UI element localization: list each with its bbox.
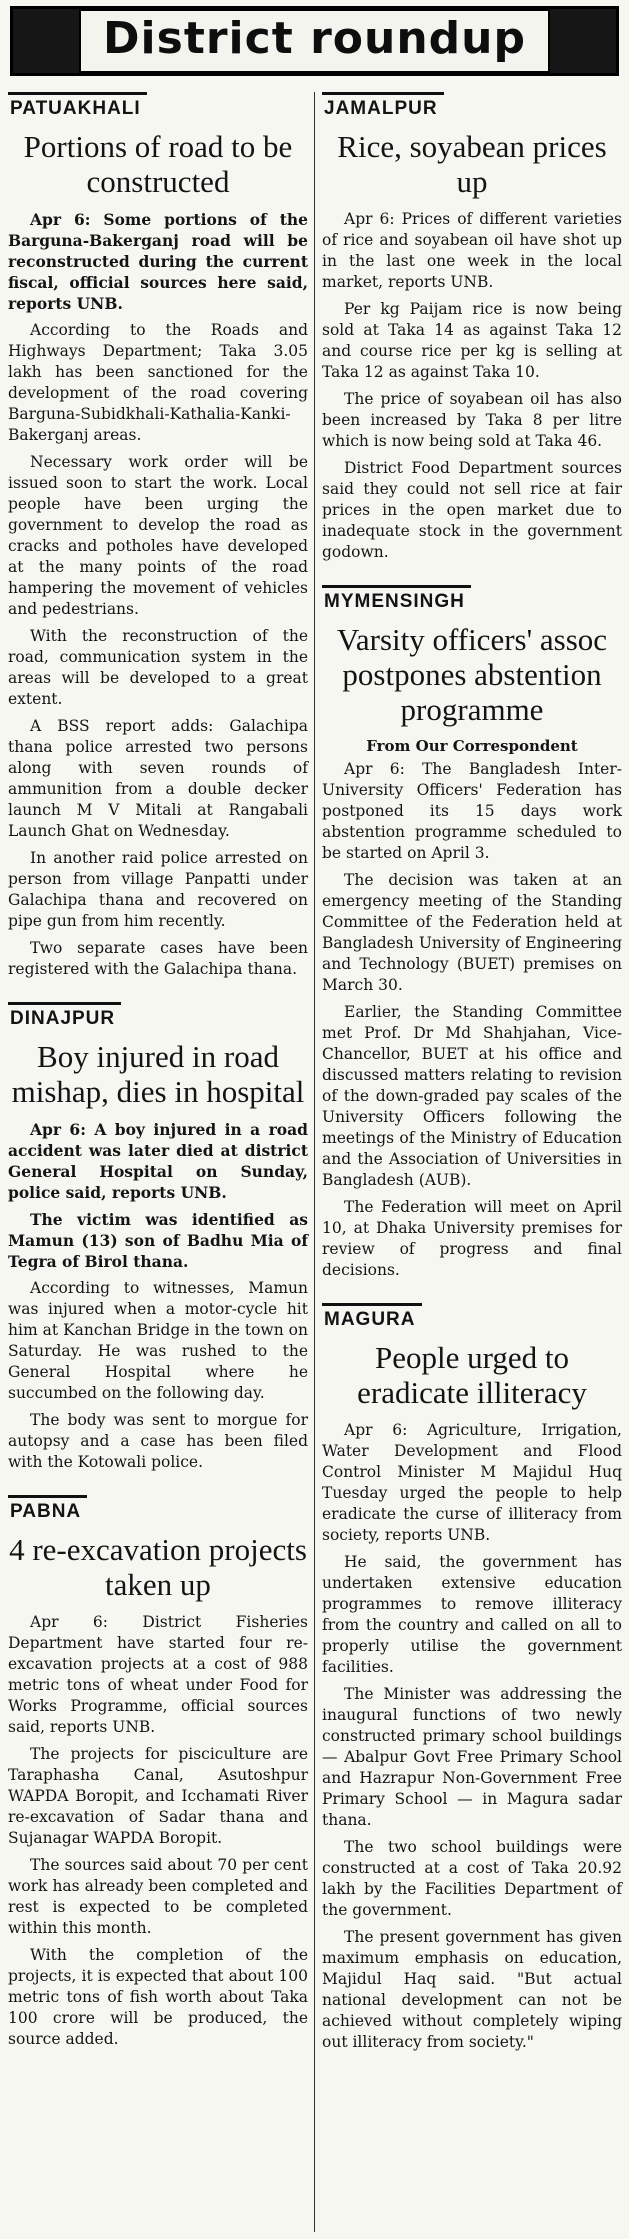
article-paragraph: The body was sent to morgue for autopsy and a case has been filed with the Kotowali police. [8, 1411, 308, 1471]
article-dateline: DINAJPUR [8, 1002, 121, 1033]
article-paragraph: Per kg Paijam rice is now being sold at Taka 14 as against Taka 12 and course rice per kg is selling at Taka 12 as against Taka 10. [322, 300, 622, 381]
column-divider [314, 92, 315, 2232]
article-paragraph: With the reconstruction of the road, communication system in the areas will be developed to a great extent. [8, 627, 308, 708]
article-paragraph: With the completion of the projects, it is expected that about 100 metric tons of fish worth about Taka 100 crore will be produced, the source added. [8, 1946, 308, 2048]
article-paragraph: The victim was identified as Mamun (13) son of Badhu Mia of Tegra of Birol thana. [8, 1210, 308, 1271]
article-dateline: PATUAKHALI [8, 92, 147, 123]
article-dateline: PABNA [8, 1495, 87, 1526]
section-title: District roundup [79, 9, 550, 73]
article-paragraph: The sources said about 70 per cent work has already been completed and rest is expected to be completed within this month. [8, 1856, 308, 1937]
article-paragraph: Apr 6: Agriculture, Irrigation, Water Development and Flood Control Minister M Majidul Huq Tuesday urged the people to help eradicate the curse of illiteracy from society, reports UNB. [322, 1421, 622, 1544]
article-headline: 4 re-excavation projects taken up [9, 1532, 307, 1602]
article-paragraph: In another raid police arrested on person from village Panpatti under Galachipa thana and recovered on pipe gun from him recently. [8, 849, 308, 930]
article-paragraph: The projects for pisciculture are Taraphasha Canal, Asutoshpur WAPDA Boropit, and Icchamati River re-excavation of Sadar thana and Sujanagar WAPDA Boropit. [8, 1745, 308, 1847]
article-paragraph: He said, the government has undertaken extensive education programmes to remove illiteracy from the country and called on all to properly utilise the government facilities. [322, 1553, 622, 1676]
article-magura [322, 1303, 622, 2053]
article-byline: From Our Correspondent [366, 737, 578, 755]
section-banner [10, 6, 619, 76]
article-paragraph: Apr 6: A boy injured in a road accident was later died at district General Hospital on Sunday, police said, reports UNB. [8, 1120, 308, 1202]
article-dinajpur [8, 1002, 308, 1473]
article-paragraph: A BSS report adds: Galachipa thana police arrested two persons along with seven rounds of ammunition from a double decker launch M V Mitali at Rangabali Launch Ghat on Wednesday. [8, 717, 308, 840]
article-dateline: MYMENSINGH [322, 585, 471, 616]
article-paragraph: Apr 6: The Bangladesh Inter-University Officers' Federation has postponed its 15 days work abstention programme scheduled to be started on April 3. [322, 760, 622, 862]
right-column [322, 92, 622, 2075]
article-headline: Varsity officers' assoc postpones abstention programme [336, 622, 608, 727]
article-paragraph: Apr 6: Prices of different varieties of rice and soyabean oil have shot up in the last one week in the local market, reports UNB. [322, 210, 622, 291]
article-paragraph: The price of soyabean oil has also been increased by Taka 8 per litre which is now being sold at Taka 46. [322, 390, 622, 450]
article-paragraph: District Food Department sources said they could not sell rice at fair prices in the open market due to inadequate stock in the government godown. [322, 459, 622, 561]
article-paragraph: Two separate cases have been registered with the Galachipa thana. [8, 939, 308, 978]
left-column [8, 92, 308, 2072]
article-dateline: MAGURA [322, 1303, 422, 1334]
article-paragraph: The decision was taken at an emergency meeting of the Standing Committee of the Federation held at Bangladesh University of Engineering and Technology (BUET) premises on March 30. [322, 871, 622, 994]
article-paragraph: Earlier, the Standing Committee met Prof. Dr Md Shahjahan, Vice-Chancellor, BUET at his office and discussed matters relating to revision of the down-graded pay scales of the University Officers following the meetings of the Ministry of Education and the Association of Universities in Bangladesh (AUB). [322, 1003, 622, 1189]
article-paragraph: The Minister was addressing the inaugural functions of two newly constructed primary school buildings — Abalpur Govt Free Primary School and Hazrapur Non-Government Free Primary School — in Magura sadar thana. [322, 1685, 622, 1829]
article-paragraph: The two school buildings were constructed at a cost of Taka 20.92 lakh by the Facilities Department of the government. [322, 1838, 622, 1919]
article-paragraph: Apr 6: District Fisheries Department have started four re-excavation projects at a cost of 988 metric tons of wheat under Food for Works Programme, official sources said, reports UNB. [8, 1613, 308, 1736]
article-pabna [8, 1495, 308, 2050]
article-paragraph: According to the Roads and Highways Department; Taka 3.05 lakh has been sanctioned for the development of the road covering Barguna-Subidkhali-Kathalia-Kanki-Bakerganj areas. [8, 321, 308, 444]
article-dateline: JAMALPUR [322, 92, 444, 123]
article-jamalpur [322, 92, 622, 563]
article-headline: Boy injured in road mishap, dies in hospital [11, 1039, 305, 1109]
article-patuakhali [8, 92, 308, 980]
article-paragraph: Necessary work order will be issued soon to start the work. Local people have been urging the government to develop the road as cracks and potholes have developed at the many points of the road hampering the movement of vehicles and pedestrians. [8, 453, 308, 618]
article-paragraph: According to witnesses, Mamun was injured when a motor-cycle hit him at Kanchan Bridge in the town on Saturday. He was rushed to the General Hospital where he succumbed on the following day. [8, 1279, 308, 1402]
article-headline: Rice, soyabean prices up [337, 129, 607, 199]
article-headline: People urged to eradicate illiteracy [357, 1340, 587, 1410]
article-paragraph: Apr 6: Some portions of the Barguna-Bakerganj road will be reconstructed during the current fiscal, official sources here said, reports UNB. [8, 210, 308, 313]
article-headline: Portions of road to be constructed [23, 129, 293, 199]
article-paragraph: The Federation will meet on April 10, at Dhaka University premises for review of progress and final decisions. [322, 1198, 622, 1279]
article-paragraph: The present government has given maximum emphasis on education, Majidul Haq said. "But actual national development can not be achieved without completely wiping out illiteracy from society." [322, 1928, 622, 2051]
article-mymensingh [322, 585, 622, 1281]
